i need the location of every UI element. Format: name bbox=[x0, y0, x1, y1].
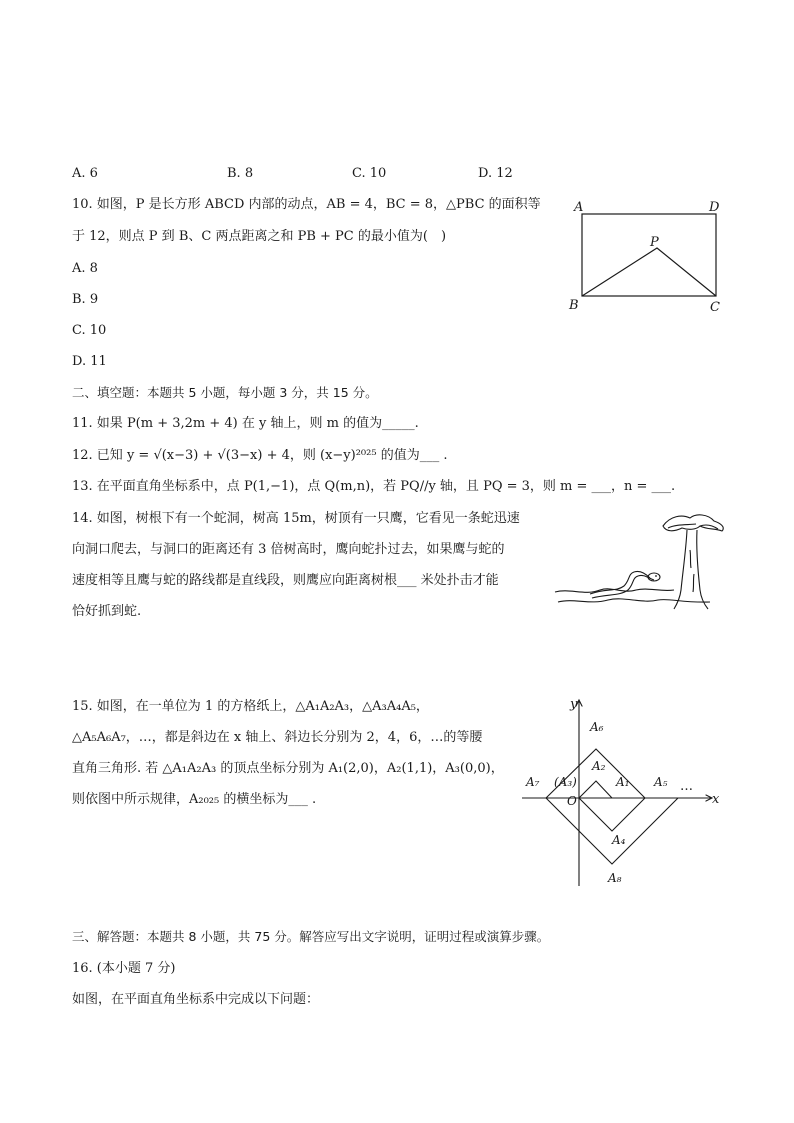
label-a1: A₁ bbox=[616, 775, 630, 789]
ground-line-2 bbox=[558, 599, 710, 602]
q14-text-line2: 向洞口爬去，与洞口的距离还有 3 倍树高时，鹰向蛇扑过去，如果鹰与蛇的 bbox=[72, 542, 505, 557]
q11-text: 11. 如果 P(m + 3,2m + 4) 在 y 轴上，则 m 的值为_____. bbox=[72, 416, 419, 431]
q14-text-line4: 恰好抓到蛇. bbox=[72, 604, 142, 619]
q14-text-line3: 速度相等且鹰与蛇的路线都是直线段，则鹰应向距离树根___ 米处扑击才能 bbox=[72, 573, 499, 588]
label-b: B bbox=[569, 298, 579, 313]
rectangle-abcd-figure bbox=[560, 196, 730, 316]
q12-text: 12. 已知 y = √(x−3) + √(3−x) + 4，则 (x−y)²⁰²⁵ 的值为___ . bbox=[72, 448, 448, 463]
q10-option-c: C. 10 bbox=[72, 323, 107, 338]
tree-trunk-left bbox=[674, 530, 687, 609]
tree-bark bbox=[690, 550, 694, 592]
label-c: C bbox=[710, 300, 720, 315]
label-a6: A₆ bbox=[590, 720, 604, 734]
q15-text-line2: △A₅A₆A₇，…，都是斜边在 x 轴上、斜边长分别为 2，4，6，…的等腰 bbox=[72, 730, 483, 745]
label-a4: A₄ bbox=[612, 833, 626, 847]
tree-eagle-snake-figure bbox=[550, 510, 730, 614]
tree-canopy-detail bbox=[668, 524, 718, 529]
q9-option-c: C. 10 bbox=[352, 166, 387, 181]
label-a8: A₈ bbox=[608, 871, 622, 885]
q16-header: 16. (本小题 7 分) bbox=[72, 961, 176, 976]
triangle-a3a4a5 bbox=[579, 798, 645, 831]
triangle-a1a2a3 bbox=[579, 781, 612, 798]
origin-label: O bbox=[567, 794, 577, 808]
q15-text-line1: 15. 如图，在一单位为 1 的方格纸上，△A₁A₂A₃，△A₃A₄A₅， bbox=[72, 699, 429, 714]
tree-canopy bbox=[663, 515, 723, 531]
triangle-pbc bbox=[582, 248, 716, 296]
q10-option-b: B. 9 bbox=[72, 292, 99, 307]
label-p: P bbox=[650, 235, 659, 250]
tree-trunk-right bbox=[697, 530, 708, 609]
q9-option-a: A. 6 bbox=[72, 166, 98, 181]
ellipsis-label: … bbox=[680, 779, 693, 794]
label-a2: A₂ bbox=[592, 759, 606, 773]
q10-text-line2: 于 12，则点 P 到 B、C 两点距离之和 PB + PC 的最小值为( ) bbox=[72, 229, 447, 244]
q13-text: 13. 在平面直角坐标系中，点 P(1,−1)，点 Q(m,n)，若 PQ//y 轴，且 PQ = 3，则 m = ___，n = ___. bbox=[72, 479, 676, 494]
snake-eye bbox=[655, 575, 657, 577]
label-a: A bbox=[574, 200, 584, 215]
section2-title: 二、填空题：本题共 5 小题，每小题 3 分，共 15 分。 bbox=[72, 385, 378, 400]
label-d: D bbox=[709, 200, 720, 215]
label-a5: A₅ bbox=[654, 775, 668, 789]
q10-option-d: D. 11 bbox=[72, 354, 107, 369]
q9-option-b: B. 8 bbox=[227, 166, 254, 181]
isosceles-triangles-figure bbox=[512, 690, 726, 890]
y-axis-label: y bbox=[570, 697, 578, 712]
x-axis-label: x bbox=[712, 792, 720, 807]
section3-title: 三、解答题：本题共 8 小题，共 75 分。解答应写出文字说明，证明过程或演算步骤。 bbox=[72, 929, 550, 944]
q15-text-line3: 直角三角形. 若 △A₁A₂A₃ 的顶点坐标分别为 A₁(2,0)，A₂(1,1)，A₃(0,0)， bbox=[72, 761, 504, 776]
q16-text-line1: 如图，在平面直角坐标系中完成以下问题： bbox=[72, 992, 320, 1007]
q10-option-a: A. 8 bbox=[72, 261, 98, 276]
q15-text-line4: 则依图中所示规律，A₂₀₂₅ 的横坐标为___ . bbox=[72, 792, 317, 807]
label-a7: A₇ bbox=[526, 775, 540, 789]
triangle-a5a6a7 bbox=[546, 749, 645, 798]
q10-text-line1: 10. 如图，P 是长方形 ABCD 内部的动点，AB = 4，BC = 8，△PBC 的面积等 bbox=[72, 197, 541, 212]
label-a3: (A₃) bbox=[554, 775, 577, 789]
q14-text-line1: 14. 如图，树根下有一个蛇洞，树高 15m，树顶有一只鹰，它看见一条蛇迅速 bbox=[72, 511, 520, 526]
q9-option-d: D. 12 bbox=[478, 166, 513, 181]
